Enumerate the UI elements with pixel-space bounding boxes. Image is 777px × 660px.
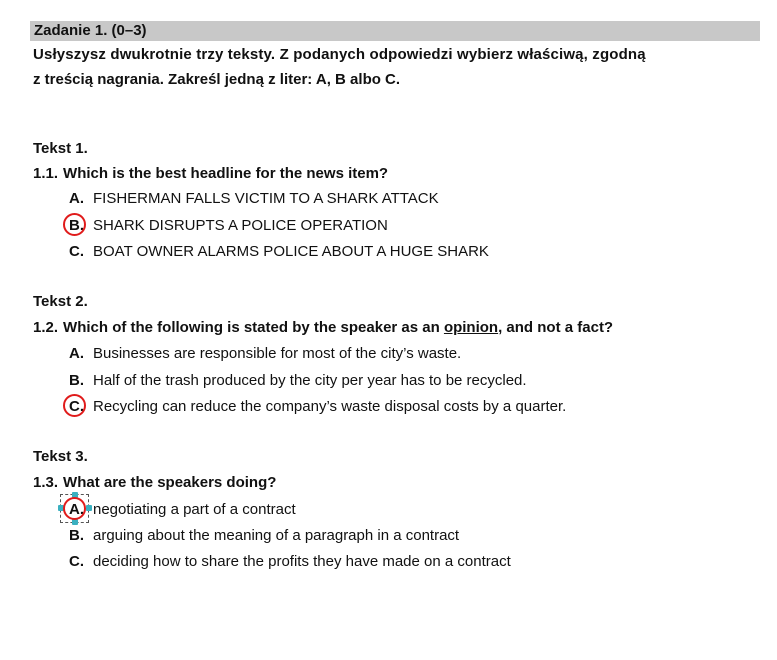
option-text: arguing about the meaning of a paragraph in a contract	[93, 527, 460, 544]
instruction-line-2: z treścią nagrania. Zakreśl jedną z liter: A, B albo C.	[33, 71, 401, 88]
question-number: 1.1.	[33, 165, 59, 182]
option-1-2-b[interactable]	[69, 371, 527, 391]
option-1-2-c[interactable]	[69, 397, 566, 417]
option-letter: B.	[69, 217, 84, 234]
question-text: What are the speakers doing?	[63, 474, 277, 491]
option-text: BOAT OWNER ALARMS POLICE ABOUT A HUGE SHARK	[93, 243, 489, 260]
option-letter: C.	[69, 243, 84, 260]
option-letter: A.	[69, 190, 84, 207]
answer-circle	[63, 213, 86, 236]
option-1-3-a[interactable]	[69, 500, 296, 520]
question-number: 1.2.	[33, 319, 59, 336]
option-letter: A.	[69, 501, 84, 518]
answer-circle	[63, 394, 86, 417]
option-letter: C.	[69, 553, 84, 570]
option-letter: B.	[69, 372, 84, 389]
question-text: Which is the best headline for the news item?	[63, 165, 389, 182]
instruction-line-1: Usłyszysz dwukrotnie trzy teksty. Z podanych odpowiedzi wybierz właściwą, zgodną	[33, 46, 646, 63]
option-text: SHARK DISRUPTS A POLICE OPERATION	[93, 217, 388, 234]
option-1-2-a[interactable]	[69, 344, 461, 364]
question-1-1	[33, 165, 388, 182]
question-number: 1.3.	[33, 474, 59, 491]
option-letter-wrap	[69, 397, 93, 417]
option-1-1-c[interactable]	[69, 242, 489, 262]
option-text: negotiating a part of a contract	[93, 501, 296, 518]
option-text: Businesses are responsible for most of the city’s waste.	[93, 345, 462, 362]
option-1-1-b[interactable]	[69, 216, 388, 236]
task-title: Zadanie 1. (0–3)	[34, 22, 147, 39]
option-letter: A.	[69, 345, 84, 362]
section-title: Tekst 1.	[33, 140, 88, 157]
section-title: Tekst 3.	[33, 448, 88, 465]
option-letter-wrap	[69, 216, 93, 236]
question-text-before: Which of the following is stated by the speaker as an	[63, 319, 444, 336]
option-1-3-b[interactable]	[69, 526, 459, 546]
answer-circle	[63, 497, 86, 520]
section-title: Tekst 2.	[33, 293, 88, 310]
option-letter-wrap	[69, 500, 93, 520]
question-text-underlined: opinion	[443, 319, 499, 336]
option-text: Half of the trash produced by the city per year has to be recycled.	[93, 372, 527, 389]
option-text: Recycling can reduce the company’s waste disposal costs by a quarter.	[93, 398, 567, 415]
question-text-after: , and not a fact?	[498, 319, 614, 336]
selection-handle-right[interactable]	[86, 505, 92, 511]
option-1-1-a[interactable]	[69, 189, 439, 209]
option-letter: B.	[69, 527, 84, 544]
option-text: FISHERMAN FALLS VICTIM TO A SHARK ATTACK	[93, 190, 439, 207]
question-1-2	[33, 319, 613, 336]
option-text: deciding how to share the profits they have made on a contract	[93, 553, 511, 570]
option-letter: C.	[69, 398, 84, 415]
option-1-3-c[interactable]	[69, 552, 511, 572]
question-1-3	[33, 474, 276, 491]
